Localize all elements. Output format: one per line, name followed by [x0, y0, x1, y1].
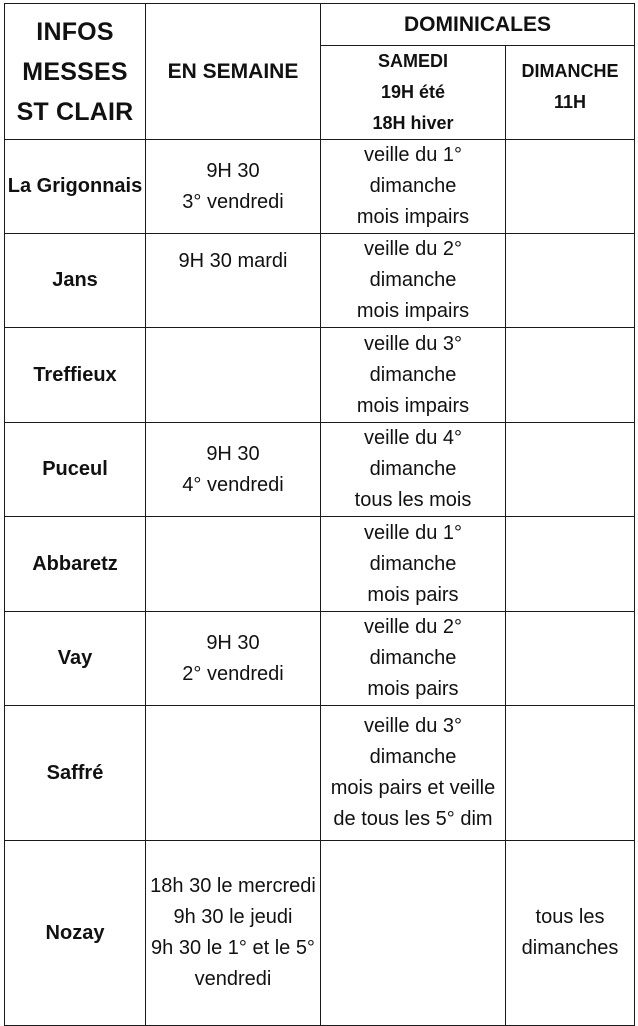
table-title	[5, 4, 146, 140]
semaine-line: 18h 30 le mercredi	[150, 875, 316, 897]
place-name: La Grigonnais	[5, 140, 146, 234]
semaine-cell	[146, 328, 321, 423]
samedi-line: veille du 1°	[363, 144, 463, 166]
semaine-cell	[146, 140, 321, 234]
samedi-line: dimanche	[369, 458, 457, 480]
semaine-cell	[146, 423, 321, 517]
semaine-line: 9h 30 le 1° et le 5°	[151, 937, 315, 959]
dimanche-header-line: 11H	[553, 92, 587, 112]
samedi-cell	[321, 140, 506, 234]
dimanche-line: tous les	[535, 906, 605, 928]
title-line: INFOS	[36, 17, 114, 46]
samedi-cell	[321, 612, 506, 706]
semaine-cell	[146, 517, 321, 612]
place-name: Nozay	[5, 841, 146, 1026]
samedi-line: veille du 4°	[363, 427, 463, 449]
dimanche-cell	[506, 234, 635, 328]
samedi-cell	[321, 706, 506, 841]
samedi-cell	[321, 328, 506, 423]
dimanche-cell	[506, 140, 635, 234]
dimanche-header	[506, 46, 635, 140]
mass-schedule-sheet	[4, 3, 634, 1021]
dimanche-cell	[506, 706, 635, 841]
table-row	[5, 706, 635, 841]
place-name: Abbaretz	[5, 517, 146, 612]
title-line: MESSES	[22, 57, 128, 86]
semaine-line: 2° vendredi	[182, 662, 284, 685]
semaine-line: 9h 30 le jeudi	[173, 906, 293, 928]
semaine-line: 9H 30	[206, 442, 260, 465]
dimanche-line: dimanches	[521, 937, 619, 959]
dimanche-cell	[506, 328, 635, 423]
samedi-header	[321, 46, 506, 140]
samedi-header-line: 19H été	[380, 82, 446, 102]
samedi-cell	[321, 517, 506, 612]
table-row	[5, 423, 635, 517]
dimanche-cell	[506, 612, 635, 706]
samedi-line: mois pairs	[367, 583, 459, 606]
samedi-line: de tous les 5° dim	[333, 808, 493, 830]
samedi-line: dimanche	[369, 647, 457, 669]
semaine-header: EN SEMAINE	[146, 4, 321, 140]
samedi-line: mois impairs	[356, 206, 470, 228]
samedi-line: tous les mois	[354, 489, 472, 511]
place-name: Puceul	[5, 423, 146, 517]
semaine-cell	[146, 612, 321, 706]
table-row	[5, 328, 635, 423]
header-row-1	[5, 4, 635, 46]
samedi-line: dimanche	[369, 175, 457, 197]
samedi-line: dimanche	[369, 746, 457, 768]
semaine-cell	[146, 234, 321, 328]
table-row	[5, 517, 635, 612]
semaine-line: 9H 30 mardi	[178, 250, 288, 272]
samedi-line: dimanche	[369, 363, 457, 386]
samedi-line: veille du 2°	[363, 616, 463, 638]
dominicales-header: DOMINICALES	[321, 4, 635, 46]
dimanche-header-line: DIMANCHE	[521, 61, 619, 81]
samedi-line: veille du 3°	[363, 715, 463, 737]
samedi-header-line: 18H hiver	[372, 113, 454, 133]
table-row	[5, 841, 635, 1026]
semaine-cell	[146, 706, 321, 841]
semaine-cell	[146, 841, 321, 1026]
dimanche-cell	[506, 517, 635, 612]
semaine-line: 9H 30	[206, 631, 260, 654]
samedi-line: dimanche	[369, 269, 457, 291]
table-row	[5, 234, 635, 328]
samedi-cell	[321, 423, 506, 517]
semaine-line: vendredi	[194, 968, 272, 990]
semaine-line: 4° vendredi	[182, 473, 284, 496]
title-line: ST CLAIR	[16, 97, 134, 126]
samedi-cell	[321, 841, 506, 1026]
samedi-header-line: SAMEDI	[377, 51, 448, 71]
samedi-cell	[321, 234, 506, 328]
samedi-line: veille du 2°	[363, 238, 463, 260]
place-name: Treffieux	[5, 328, 146, 423]
samedi-line: dimanche	[369, 552, 457, 575]
samedi-line: mois impairs	[356, 394, 470, 417]
mass-schedule-table	[4, 3, 635, 1026]
samedi-line: veille du 1°	[363, 521, 463, 544]
dimanche-cell	[506, 423, 635, 517]
samedi-line: mois impairs	[356, 300, 470, 322]
samedi-line: mois pairs	[367, 678, 459, 700]
table-row	[5, 140, 635, 234]
place-name: Vay	[5, 612, 146, 706]
place-name: Saffré	[5, 706, 146, 841]
samedi-line: veille du 3°	[363, 332, 463, 355]
dimanche-cell	[506, 841, 635, 1026]
semaine-line: 9H 30	[206, 159, 260, 182]
samedi-line: mois pairs et veille	[330, 777, 496, 799]
table-row	[5, 612, 635, 706]
semaine-line: 3° vendredi	[182, 190, 284, 213]
place-name: Jans	[5, 234, 146, 328]
